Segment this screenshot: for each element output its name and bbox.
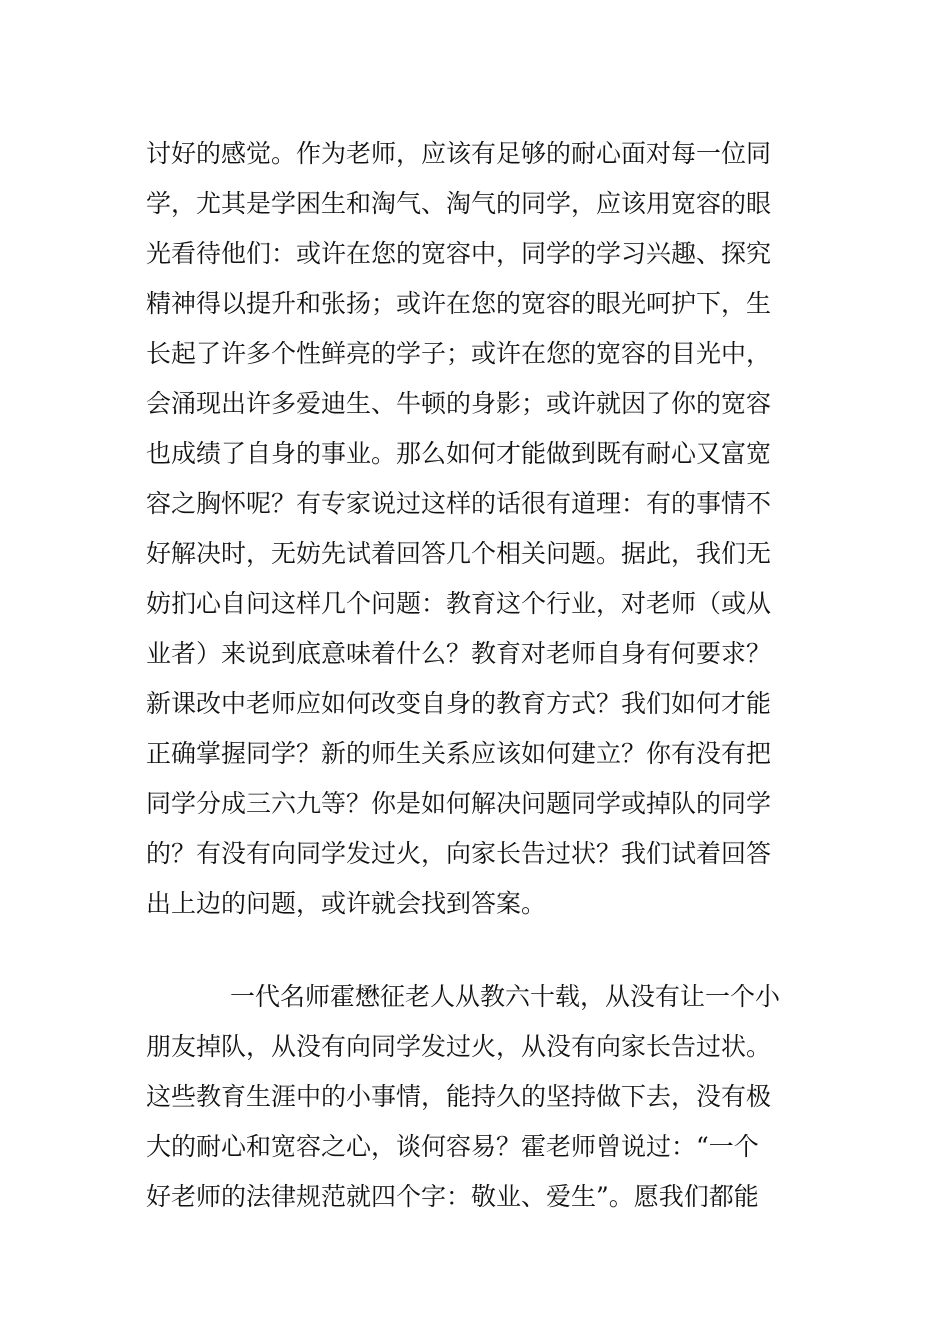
text-line: 长起了许多个性鲜亮的学子；或许在您的宽容的目光中，: [146, 339, 772, 368]
text-line: 也成绩了自身的事业。那么如何才能做到既有耐心又富宽: [146, 439, 772, 468]
text-line: 精神得以提升和张扬；或许在您的宽容的眼光呵护下，生: [146, 289, 772, 318]
text-line: 好解决时，无妨先试着回答几个相关问题。据此，我们无: [146, 539, 772, 568]
text-line: 讨好的感觉。作为老师，应该有足够的耐心面对每一位同: [146, 139, 772, 168]
text-line: 妨扪心自问这样几个问题：教育这个行业，对老师（或从: [146, 589, 772, 618]
text-line: 业者）来说到底意味着什么？教育对老师自身有何要求？: [146, 639, 772, 668]
text-line: 好老师的法律规范就四个字：敬业、爱生”。愿我们都能: [146, 1182, 759, 1211]
text-line: 新课改中老师应如何改变自身的教育方式？我们如何才能: [146, 689, 772, 718]
text-line: 一代名师霍懋征老人从教六十载，从没有让一个小: [230, 982, 781, 1011]
paragraph-2: [146, 972, 816, 1222]
text-line: 会涌现出许多爱迪生、牛顿的身影；或许就因了你的宽容: [146, 389, 772, 418]
text-line: 光看待他们：或许在您的宽容中，同学的学习兴趣、探究: [146, 239, 772, 268]
text-line: 的？有没有向同学发过火，向家长告过状？我们试着回答: [146, 839, 772, 868]
paragraph-1: [146, 129, 816, 929]
text-line: 容之胸怀呢？有专家说过这样的话很有道理：有的事情不: [146, 489, 772, 518]
text-line: 大的耐心和宽容之心，谈何容易？霍老师曾说过：“一个: [146, 1132, 759, 1161]
text-line: 出上边的问题，或许就会找到答案。: [146, 889, 547, 918]
text-line: 同学分成三六九等？你是如何解决问题同学或掉队的同学: [146, 789, 772, 818]
text-line: 这些教育生涯中的小事情，能持久的坚持做下去，没有极: [146, 1082, 772, 1111]
text-line: 朋友掉队，从没有向同学发过火，从没有向家长告过状。: [146, 1032, 772, 1061]
text-line: 学，尤其是学困生和淘气、淘气的同学，应该用宽容的眼: [146, 189, 772, 218]
text-line: 正确掌握同学？新的师生关系应该如何建立？你有没有把: [146, 739, 772, 768]
